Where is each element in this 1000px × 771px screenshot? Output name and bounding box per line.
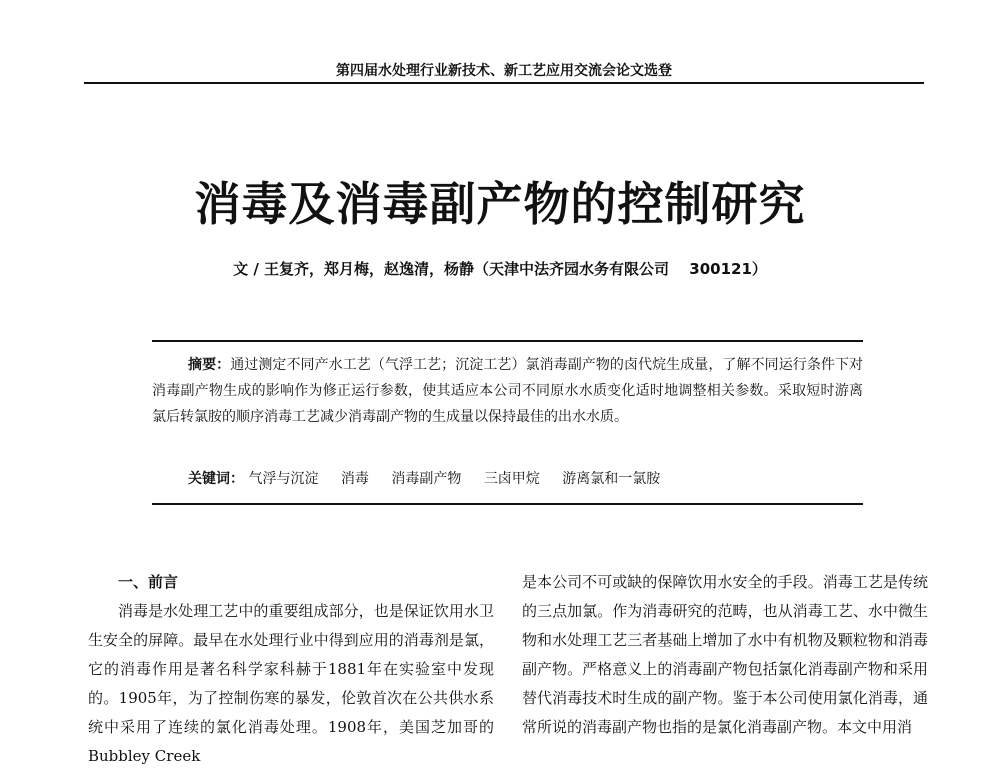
keywords [188,466,863,492]
abstract-label: 摘要： [188,357,231,373]
keyword: 消毒副产物 [391,471,462,487]
body-column-left [88,568,494,771]
body-paragraph: 是本公司不可或缺的保障饮用水安全的手段。消毒工艺是传统的三点加氯。作为消毒研究的范畴，也从消毒工艺、水中微生物和水处理工艺三者基础上增加了水中有机物及颗粒物和消毒副产物。严格意义上的消毒副产物包括氯化消毒副产物和采用替代消毒技术时生成的副产物。鉴于本公司使用氯化消毒，通常所说的消毒副产物也指的是氯化消毒副产物。本文中用消 [522,573,928,736]
body-paragraph: 消毒是水处理工艺中的重要组成部分，也是保证饮用水卫生安全的屏障。最早在水处理行业中得到应用的消毒剂是氯，它的消毒作用是著名科学家科赫于1881年在实验室中发现的。1905年，为了控制伤寒的暴发，伦敦首次在公共供水系统中采用了连续的氯化消毒处理。1908年，美国芝加哥的Bubbley Creek [88,602,494,765]
keyword: 三卤甲烷 [483,471,540,487]
abstract [152,352,863,430]
header-rule [84,82,924,84]
abstract-top-rule [152,340,863,342]
body-column-right [522,568,928,742]
author-byline: 文 / 王复齐，郑月梅，赵逸清，杨静（天津中法齐园水务有限公司 300121） [233,260,767,278]
abstract-bottom-rule [152,503,863,505]
keyword: 游离氯和一氯胺 [562,471,661,487]
keywords-label: 关键词： [188,471,244,487]
abstract-text: 通过测定不同产水工艺（气浮工艺；沉淀工艺）氯消毒副产物的卤代烷生成量，了解不同运行条件下对消毒副产物生成的影响作为修正运行参数，使其适应本公司不同原水水质变化适时地调整相关参数。采取短时游离氯后转氯胺的顺序消毒工艺减少消毒副产物的生成量以保持最佳的出水水质。 [152,357,864,425]
paper-title: 消毒及消毒副产物的控制研究 [194,177,806,231]
keyword: 气浮与沉淀 [248,471,319,487]
section-heading: 一、前言 [118,573,179,591]
keyword: 消毒 [340,471,369,487]
journal-header: 第四届水处理行业新技术、新工艺应用交流会论文选登 [336,63,672,79]
